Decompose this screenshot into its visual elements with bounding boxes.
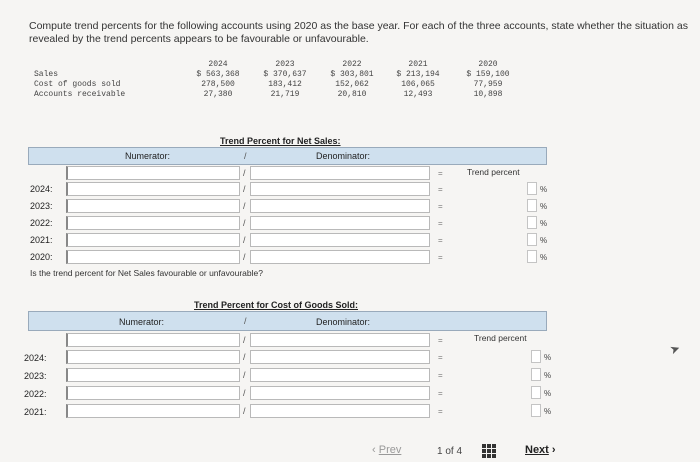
sales-section-title: Trend Percent for Net Sales: (220, 136, 341, 146)
divide-symbol: / (243, 235, 246, 245)
row-label: 2021: (24, 407, 47, 417)
divide-symbol: / (243, 184, 246, 194)
row-label: Accounts receivable (34, 90, 126, 99)
sales-2022-numerator-input[interactable] (66, 216, 240, 230)
row-label: 2024: (24, 353, 47, 363)
table-cell: 77,959 (473, 80, 503, 89)
table-cell: $ 213,194 (396, 70, 440, 79)
percent-sign: % (544, 353, 552, 362)
divide-symbol: / (244, 151, 247, 161)
sales-2022-result-input[interactable] (527, 216, 537, 229)
sales-2022-denominator-input[interactable] (250, 216, 430, 230)
denominator-label: Denominator: (316, 317, 371, 327)
sales-2024-denominator-input[interactable] (250, 182, 430, 196)
divide-symbol: / (243, 335, 246, 345)
percent-sign: % (544, 389, 552, 398)
equals-symbol: = (438, 371, 443, 380)
equals-symbol: = (438, 236, 443, 245)
table-cell: 152,062 (335, 80, 369, 89)
divide-symbol: / (243, 218, 246, 228)
cogs-2021-result-input[interactable] (531, 404, 541, 417)
table-cell: 10,898 (473, 90, 503, 99)
divide-symbol: / (243, 252, 246, 262)
cogs-section-title: Trend Percent for Cost of Goods Sold: (194, 300, 359, 310)
numerator-label: Numerator: (125, 151, 171, 161)
sales-2023-result-input[interactable] (527, 199, 537, 212)
table-cell: $ 303,801 (330, 70, 374, 79)
year-header: 2022 (342, 60, 362, 69)
cogs-2021-numerator-input[interactable] (66, 404, 240, 418)
header-numerator-input[interactable] (66, 166, 240, 180)
sales-2023-denominator-input[interactable] (250, 199, 430, 213)
next-button[interactable]: Next › (525, 444, 556, 456)
row-label: 2024: (30, 184, 53, 194)
sales-2021-denominator-input[interactable] (250, 233, 430, 247)
cogs-header-band (28, 311, 547, 331)
divide-symbol: / (243, 370, 246, 380)
row-label: Cost of goods sold (34, 80, 121, 89)
divide-symbol: / (243, 352, 246, 362)
equals-symbol: = (438, 253, 443, 262)
question-text: Compute trend percents for the following accounts using 2020 as the base year. For each of the three accounts, state whether the situation as revealed by the trend percents appears to be favourable or unfavourable. (29, 20, 688, 45)
sales-2020-denominator-input[interactable] (250, 250, 430, 264)
sales-2024-numerator-input[interactable] (66, 182, 240, 196)
sales-2020-numerator-input[interactable] (66, 250, 240, 264)
sales-2024-result-input[interactable] (527, 182, 537, 195)
table-cell: 21,719 (270, 90, 300, 99)
percent-sign: % (540, 202, 548, 211)
year-header: 2020 (478, 60, 498, 69)
numerator-label: Numerator: (119, 317, 165, 327)
percent-sign: % (544, 371, 552, 380)
cogs-2023-result-input[interactable] (531, 368, 541, 381)
divide-symbol: / (243, 168, 246, 178)
sales-2021-numerator-input[interactable] (66, 233, 240, 247)
equals-symbol: = (438, 336, 443, 345)
cogs-2024-numerator-input[interactable] (66, 350, 240, 364)
prev-button[interactable]: ‹ Prev (372, 444, 402, 456)
divide-symbol: / (243, 201, 246, 211)
header-denominator-input[interactable] (250, 166, 430, 180)
cogs-2024-denominator-input[interactable] (250, 350, 430, 364)
cogs-2023-numerator-input[interactable] (66, 368, 240, 382)
cogs-header-denominator-input[interactable] (250, 333, 430, 347)
year-header: 2021 (408, 60, 428, 69)
result-label: Trend percent (467, 167, 520, 177)
table-cell: $ 370,637 (263, 70, 307, 79)
equals-symbol: = (438, 169, 443, 178)
divide-symbol: / (243, 388, 246, 398)
result-label: Trend percent (474, 333, 527, 343)
table-cell: $ 159,100 (466, 70, 510, 79)
table-cell: 20,810 (337, 90, 367, 99)
row-label: 2021: (30, 235, 53, 245)
percent-sign: % (540, 219, 548, 228)
cogs-2023-denominator-input[interactable] (250, 368, 430, 382)
cogs-2024-result-input[interactable] (531, 350, 541, 363)
cogs-2022-denominator-input[interactable] (250, 386, 430, 400)
favourable-question: Is the trend percent for Net Sales favourable or unfavourable? (30, 268, 263, 278)
year-header: 2024 (208, 60, 228, 69)
sales-2021-result-input[interactable] (527, 233, 537, 246)
sales-header-band (28, 147, 547, 165)
denominator-label: Denominator: (316, 151, 371, 161)
row-label: 2020: (30, 252, 53, 262)
row-label: 2023: (24, 371, 47, 381)
cogs-2022-result-input[interactable] (531, 386, 541, 399)
cogs-header-numerator-input[interactable] (66, 333, 240, 347)
cogs-2022-numerator-input[interactable] (66, 386, 240, 400)
prev-label: Prev (378, 444, 402, 456)
percent-sign: % (540, 185, 548, 194)
sales-2023-numerator-input[interactable] (66, 199, 240, 213)
divide-symbol: / (243, 406, 246, 416)
equals-symbol: = (438, 389, 443, 398)
equals-symbol: = (438, 202, 443, 211)
percent-sign: % (544, 407, 552, 416)
equals-symbol: = (438, 407, 443, 416)
next-label: Next (525, 444, 549, 456)
row-label: 2022: (30, 218, 53, 228)
year-header: 2023 (275, 60, 295, 69)
percent-sign: % (540, 253, 548, 262)
cogs-2021-denominator-input[interactable] (250, 404, 430, 418)
cursor-icon: ➤ (667, 340, 683, 358)
grid-menu-icon[interactable] (482, 444, 496, 458)
divide-symbol: / (244, 316, 247, 326)
row-label: 2023: (30, 201, 53, 211)
equals-symbol: = (438, 353, 443, 362)
sales-2020-result-input[interactable] (527, 250, 537, 263)
table-cell: 278,500 (201, 80, 235, 89)
table-cell: 183,412 (268, 80, 302, 89)
row-label: 2022: (24, 389, 47, 399)
equals-symbol: = (438, 219, 443, 228)
table-cell: 27,380 (203, 90, 233, 99)
table-cell: 12,493 (403, 90, 433, 99)
page-indicator: 1 of 4 (437, 446, 463, 457)
equals-symbol: = (438, 185, 443, 194)
table-cell: $ 563,368 (196, 70, 240, 79)
row-label: Sales (34, 70, 59, 79)
table-cell: 106,065 (401, 80, 435, 89)
percent-sign: % (540, 236, 548, 245)
